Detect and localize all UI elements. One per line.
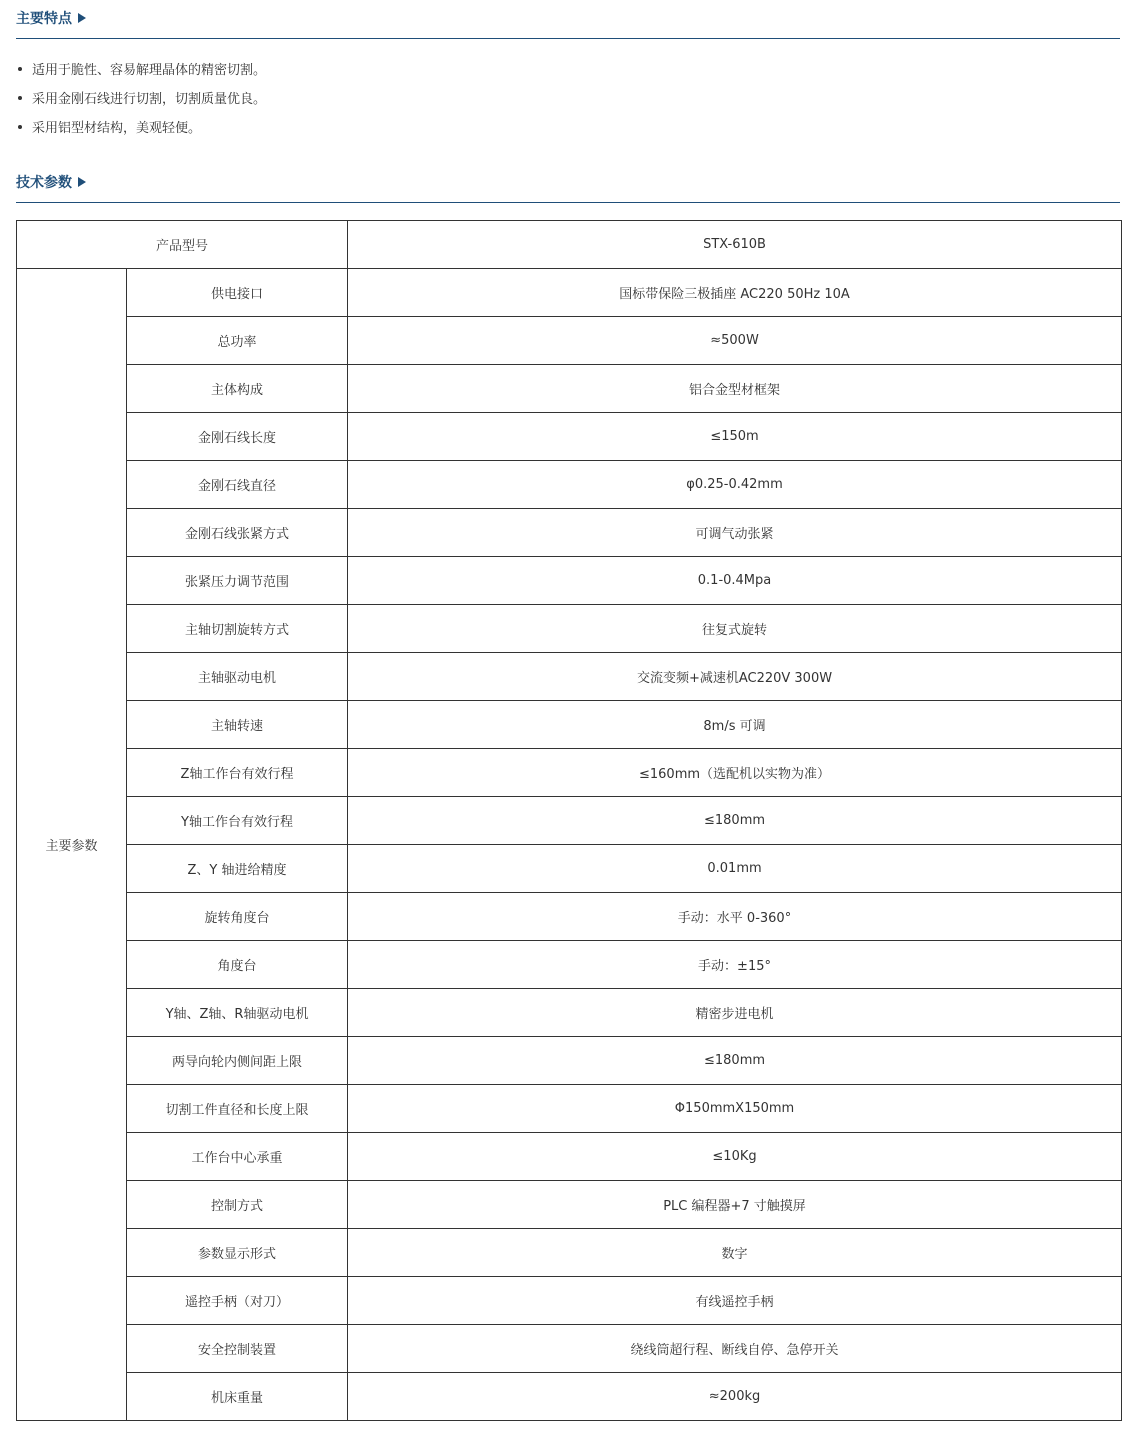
param-name-cell: Y轴、Z轴、R轴驱动电机 bbox=[127, 989, 348, 1037]
param-value-cell: Φ150mmX150mm bbox=[348, 1085, 1122, 1133]
table-row bbox=[17, 509, 1122, 557]
table-row bbox=[17, 1037, 1122, 1085]
triangle-right-icon bbox=[78, 177, 86, 187]
param-value-cell: 0.01mm bbox=[348, 845, 1122, 893]
triangle-right-icon bbox=[78, 13, 86, 23]
table-row bbox=[17, 701, 1122, 749]
params-title-text: 技术参数 bbox=[16, 175, 72, 191]
param-value-cell: ≤150m bbox=[348, 413, 1122, 461]
param-value-cell: ≤160mm（选配机以实物为准） bbox=[348, 749, 1122, 797]
param-name-cell: 主体构成 bbox=[127, 365, 348, 413]
param-name-cell: 主轴转速 bbox=[127, 701, 348, 749]
param-value-cell: 铝合金型材框架 bbox=[348, 365, 1122, 413]
param-value-cell: 手动：水平 0-360° bbox=[348, 893, 1122, 941]
params-section-header bbox=[16, 164, 1120, 203]
params-section-title bbox=[16, 172, 86, 192]
param-name-cell: 两导向轮内侧间距上限 bbox=[127, 1037, 348, 1085]
param-name-cell: 金刚石线直径 bbox=[127, 461, 348, 509]
table-row bbox=[17, 605, 1122, 653]
bullet-icon bbox=[18, 96, 22, 100]
param-value-cell: 绕线筒超行程、断线自停、急停开关 bbox=[348, 1325, 1122, 1373]
spec-table bbox=[16, 220, 1122, 1421]
table-row bbox=[17, 797, 1122, 845]
table-row bbox=[17, 1133, 1122, 1181]
table-row bbox=[17, 1373, 1122, 1421]
param-name-cell: 主轴切割旋转方式 bbox=[127, 605, 348, 653]
param-name-cell: 遥控手柄（对刀） bbox=[127, 1277, 348, 1325]
param-value-cell: 可调气动张紧 bbox=[348, 509, 1122, 557]
table-row bbox=[17, 893, 1122, 941]
table-row bbox=[17, 1277, 1122, 1325]
param-name-cell: 安全控制装置 bbox=[127, 1325, 348, 1373]
param-value-cell: ≤10Kg bbox=[348, 1133, 1122, 1181]
param-value-cell: φ0.25-0.42mm bbox=[348, 461, 1122, 509]
table-row bbox=[17, 1229, 1122, 1277]
feature-text: 适用于脆性、容易解理晶体的精密切割。 bbox=[32, 63, 267, 78]
param-value-cell: 精密步进电机 bbox=[348, 989, 1122, 1037]
table-row bbox=[17, 1181, 1122, 1229]
features-section-title bbox=[16, 8, 86, 28]
list-item bbox=[18, 85, 266, 114]
feature-text: 采用铝型材结构，美观轻便。 bbox=[32, 121, 202, 136]
table-row bbox=[17, 269, 1122, 317]
features-list bbox=[18, 56, 266, 143]
table-row bbox=[17, 413, 1122, 461]
table-row bbox=[17, 941, 1122, 989]
table-row bbox=[17, 989, 1122, 1037]
table-row bbox=[17, 365, 1122, 413]
param-value-cell: 往复式旋转 bbox=[348, 605, 1122, 653]
table-row bbox=[17, 749, 1122, 797]
param-name-cell: Y轴工作台有效行程 bbox=[127, 797, 348, 845]
list-item bbox=[18, 114, 266, 143]
table-row bbox=[17, 845, 1122, 893]
param-name-cell: 角度台 bbox=[127, 941, 348, 989]
model-value-cell: STX-610B bbox=[348, 221, 1122, 269]
param-value-cell: 数字 bbox=[348, 1229, 1122, 1277]
param-value-cell: 手动：±15° bbox=[348, 941, 1122, 989]
param-name-cell: 控制方式 bbox=[127, 1181, 348, 1229]
param-value-cell: PLC 编程器+7 寸触摸屏 bbox=[348, 1181, 1122, 1229]
table-row bbox=[17, 221, 1122, 269]
param-value-cell: 8m/s 可调 bbox=[348, 701, 1122, 749]
param-value-cell: ≈200kg bbox=[348, 1373, 1122, 1421]
param-name-cell: Z、Y 轴进给精度 bbox=[127, 845, 348, 893]
param-value-cell: 国标带保险三极插座 AC220 50Hz 10A bbox=[348, 269, 1122, 317]
param-name-cell: 供电接口 bbox=[127, 269, 348, 317]
table-row bbox=[17, 557, 1122, 605]
param-name-cell: 旋转角度台 bbox=[127, 893, 348, 941]
param-name-cell: 主轴驱动电机 bbox=[127, 653, 348, 701]
list-item bbox=[18, 56, 266, 85]
param-name-cell: 金刚石线长度 bbox=[127, 413, 348, 461]
param-name-cell: 切割工件直径和长度上限 bbox=[127, 1085, 348, 1133]
param-name-cell: 工作台中心承重 bbox=[127, 1133, 348, 1181]
param-name-cell: 张紧压力调节范围 bbox=[127, 557, 348, 605]
param-value-cell: 交流变频+减速机AC220V 300W bbox=[348, 653, 1122, 701]
table-row bbox=[17, 1085, 1122, 1133]
param-name-cell: 总功率 bbox=[127, 317, 348, 365]
param-value-cell: ≤180mm bbox=[348, 797, 1122, 845]
param-value-cell: 0.1-0.4Mpa bbox=[348, 557, 1122, 605]
features-title-text: 主要特点 bbox=[16, 11, 72, 27]
features-section-header bbox=[16, 0, 1120, 39]
table-row bbox=[17, 461, 1122, 509]
param-name-cell: 参数显示形式 bbox=[127, 1229, 348, 1277]
param-name-cell: Z轴工作台有效行程 bbox=[127, 749, 348, 797]
table-row bbox=[17, 1325, 1122, 1373]
table-row bbox=[17, 653, 1122, 701]
param-value-cell: ≤180mm bbox=[348, 1037, 1122, 1085]
param-value-cell: ≈500W bbox=[348, 317, 1122, 365]
param-value-cell: 有线遥控手柄 bbox=[348, 1277, 1122, 1325]
param-name-cell: 金刚石线张紧方式 bbox=[127, 509, 348, 557]
group-label-cell: 主要参数 bbox=[17, 269, 127, 1421]
bullet-icon bbox=[18, 125, 22, 129]
param-name-cell: 机床重量 bbox=[127, 1373, 348, 1421]
model-label-cell: 产品型号 bbox=[17, 221, 348, 269]
feature-text: 采用金刚石线进行切割，切割质量优良。 bbox=[32, 92, 267, 107]
table-row bbox=[17, 317, 1122, 365]
bullet-icon bbox=[18, 67, 22, 71]
